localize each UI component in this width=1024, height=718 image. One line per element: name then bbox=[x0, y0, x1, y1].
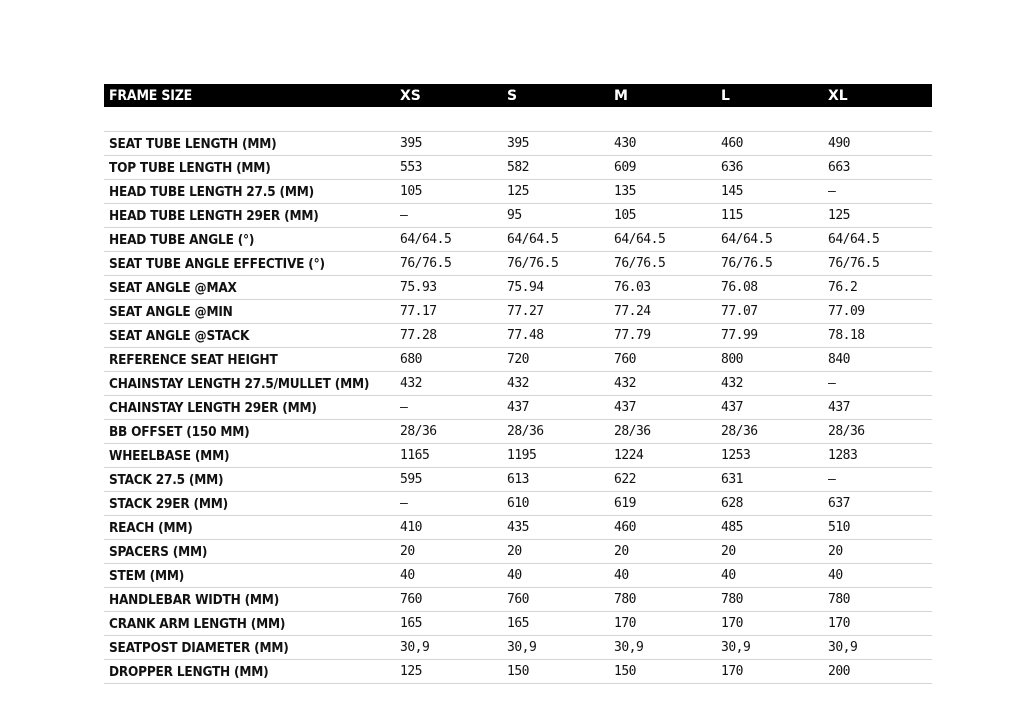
row-value: – bbox=[828, 184, 836, 199]
row-value: 64/64.5 bbox=[400, 232, 452, 247]
row-value: 76.2 bbox=[828, 280, 858, 295]
row-label: HANDLEBAR WIDTH (MM) bbox=[109, 591, 280, 608]
row-value: 720 bbox=[507, 352, 529, 367]
row-value: 30,9 bbox=[614, 640, 644, 655]
row-value: 395 bbox=[507, 136, 529, 151]
row-value: 28/36 bbox=[507, 424, 544, 439]
row-value: 760 bbox=[614, 352, 636, 367]
row-value: 1165 bbox=[400, 448, 430, 463]
row-value: 30,9 bbox=[507, 640, 537, 655]
header-cell-s: S bbox=[507, 87, 518, 104]
row-label: REACH (MM) bbox=[109, 519, 193, 536]
row-value: 595 bbox=[400, 472, 422, 487]
row-value: 437 bbox=[507, 400, 529, 415]
row-value: 636 bbox=[721, 160, 743, 175]
header-cell-frame-size: FRAME SIZE bbox=[109, 87, 193, 104]
row-value: 115 bbox=[721, 208, 743, 223]
row-value: 64/64.5 bbox=[614, 232, 666, 247]
table-row bbox=[104, 588, 932, 612]
header-spacer bbox=[104, 107, 932, 132]
row-value: 609 bbox=[614, 160, 636, 175]
row-value: 30,9 bbox=[828, 640, 858, 655]
row-value: 432 bbox=[614, 376, 636, 391]
table-row bbox=[104, 156, 932, 180]
row-label: TOP TUBE LENGTH (MM) bbox=[109, 159, 271, 176]
row-label: HEAD TUBE LENGTH 29ER (MM) bbox=[109, 207, 319, 224]
row-value: 64/64.5 bbox=[828, 232, 880, 247]
row-value: 430 bbox=[614, 136, 636, 151]
row-value: 582 bbox=[507, 160, 529, 175]
row-value: 780 bbox=[614, 592, 636, 607]
row-label: DROPPER LENGTH (MM) bbox=[109, 663, 269, 680]
row-value: 77.79 bbox=[614, 328, 651, 343]
row-value: 395 bbox=[400, 136, 422, 151]
table-header-row bbox=[104, 84, 932, 107]
row-value: 680 bbox=[400, 352, 422, 367]
row-value: 1283 bbox=[828, 448, 858, 463]
row-value: 490 bbox=[828, 136, 850, 151]
row-value: 28/36 bbox=[721, 424, 758, 439]
header-cell-l: L bbox=[721, 87, 730, 104]
table-row bbox=[104, 132, 932, 156]
row-label: HEAD TUBE LENGTH 27.5 (MM) bbox=[109, 183, 314, 200]
row-value: 75.93 bbox=[400, 280, 437, 295]
row-value: 40 bbox=[828, 568, 843, 583]
row-label: SEAT ANGLE @MAX bbox=[109, 279, 237, 296]
table-row bbox=[104, 444, 932, 468]
row-value: 30,9 bbox=[400, 640, 430, 655]
row-value: 663 bbox=[828, 160, 850, 175]
row-value: 20 bbox=[614, 544, 629, 559]
row-value: 77.27 bbox=[507, 304, 544, 319]
row-label: REFERENCE SEAT HEIGHT bbox=[109, 351, 278, 368]
row-value: 150 bbox=[614, 664, 636, 679]
row-label: STACK 29ER (MM) bbox=[109, 495, 228, 512]
row-label: CRANK ARM LENGTH (MM) bbox=[109, 615, 286, 632]
row-value: 77.09 bbox=[828, 304, 865, 319]
row-label: BB OFFSET (150 MM) bbox=[109, 423, 250, 440]
row-value: 28/36 bbox=[614, 424, 651, 439]
table-row bbox=[104, 348, 932, 372]
row-value: 30,9 bbox=[721, 640, 751, 655]
row-label: STACK 27.5 (MM) bbox=[109, 471, 224, 488]
row-label: STEM (MM) bbox=[109, 567, 185, 584]
row-value: – bbox=[400, 208, 408, 223]
row-value: 553 bbox=[400, 160, 422, 175]
row-value: 20 bbox=[507, 544, 522, 559]
header-cell-xl: XL bbox=[828, 87, 848, 104]
geometry-table bbox=[104, 84, 932, 684]
table-row bbox=[104, 252, 932, 276]
row-value: 77.24 bbox=[614, 304, 651, 319]
row-value: 165 bbox=[400, 616, 422, 631]
table-row bbox=[104, 564, 932, 588]
row-value: 76/76.5 bbox=[614, 256, 666, 271]
row-value: 628 bbox=[721, 496, 743, 511]
table-row bbox=[104, 540, 932, 564]
row-value: 28/36 bbox=[828, 424, 865, 439]
row-value: 135 bbox=[614, 184, 636, 199]
row-value: 20 bbox=[828, 544, 843, 559]
row-value: 125 bbox=[828, 208, 850, 223]
table-row bbox=[104, 516, 932, 540]
row-value: 1195 bbox=[507, 448, 537, 463]
row-value: 780 bbox=[721, 592, 743, 607]
table-row bbox=[104, 612, 932, 636]
row-value: 76/76.5 bbox=[507, 256, 559, 271]
table-body bbox=[104, 132, 932, 684]
row-value: 170 bbox=[721, 616, 743, 631]
row-value: 1253 bbox=[721, 448, 751, 463]
table-row bbox=[104, 180, 932, 204]
row-label: SEAT TUBE LENGTH (MM) bbox=[109, 135, 277, 152]
row-value: 432 bbox=[507, 376, 529, 391]
row-label: SEAT ANGLE @STACK bbox=[109, 327, 250, 344]
row-value: 200 bbox=[828, 664, 850, 679]
row-label: CHAINSTAY LENGTH 29ER (MM) bbox=[109, 399, 317, 416]
row-value: 170 bbox=[828, 616, 850, 631]
row-value: 410 bbox=[400, 520, 422, 535]
row-value: – bbox=[400, 400, 408, 415]
row-value: 125 bbox=[507, 184, 529, 199]
row-value: 64/64.5 bbox=[507, 232, 559, 247]
row-value: 840 bbox=[828, 352, 850, 367]
row-label: SPACERS (MM) bbox=[109, 543, 208, 560]
row-value: 125 bbox=[400, 664, 422, 679]
row-label: SEATPOST DIAMETER (MM) bbox=[109, 639, 289, 656]
row-value: – bbox=[828, 376, 836, 391]
row-value: 20 bbox=[400, 544, 415, 559]
row-value: – bbox=[400, 496, 408, 511]
row-value: 28/36 bbox=[400, 424, 437, 439]
row-value: 77.28 bbox=[400, 328, 437, 343]
row-value: 780 bbox=[828, 592, 850, 607]
table-row bbox=[104, 396, 932, 420]
table-row bbox=[104, 276, 932, 300]
row-value: 105 bbox=[400, 184, 422, 199]
row-value: 145 bbox=[721, 184, 743, 199]
row-value: 631 bbox=[721, 472, 743, 487]
row-value: 510 bbox=[828, 520, 850, 535]
row-value: 76.08 bbox=[721, 280, 758, 295]
row-label: WHEELBASE (MM) bbox=[109, 447, 230, 464]
table-row bbox=[104, 372, 932, 396]
row-value: 637 bbox=[828, 496, 850, 511]
row-value: 20 bbox=[721, 544, 736, 559]
row-value: 75.94 bbox=[507, 280, 544, 295]
row-value: 800 bbox=[721, 352, 743, 367]
row-value: 613 bbox=[507, 472, 529, 487]
row-label: HEAD TUBE ANGLE (°) bbox=[109, 231, 255, 248]
row-value: 432 bbox=[721, 376, 743, 391]
row-label: SEAT TUBE ANGLE EFFECTIVE (°) bbox=[109, 255, 325, 272]
row-value: 619 bbox=[614, 496, 636, 511]
row-value: 170 bbox=[614, 616, 636, 631]
row-value: 40 bbox=[400, 568, 415, 583]
row-value: 76/76.5 bbox=[721, 256, 773, 271]
row-value: 622 bbox=[614, 472, 636, 487]
row-value: 40 bbox=[614, 568, 629, 583]
row-value: 105 bbox=[614, 208, 636, 223]
row-value: 77.48 bbox=[507, 328, 544, 343]
table-row bbox=[104, 660, 932, 684]
row-value: 76/76.5 bbox=[828, 256, 880, 271]
row-value: 460 bbox=[721, 136, 743, 151]
row-value: 76.03 bbox=[614, 280, 651, 295]
row-value: 437 bbox=[721, 400, 743, 415]
row-value: 435 bbox=[507, 520, 529, 535]
row-value: 760 bbox=[507, 592, 529, 607]
table-row bbox=[104, 204, 932, 228]
table-row bbox=[104, 492, 932, 516]
row-value: 77.07 bbox=[721, 304, 758, 319]
row-value: 432 bbox=[400, 376, 422, 391]
row-value: 95 bbox=[507, 208, 522, 223]
header-cell-xs: XS bbox=[400, 87, 421, 104]
row-value: 170 bbox=[721, 664, 743, 679]
table-row bbox=[104, 636, 932, 660]
row-value: 485 bbox=[721, 520, 743, 535]
row-value: 64/64.5 bbox=[721, 232, 773, 247]
table-row bbox=[104, 468, 932, 492]
row-value: – bbox=[828, 472, 836, 487]
row-value: 437 bbox=[828, 400, 850, 415]
row-value: 40 bbox=[721, 568, 736, 583]
row-value: 40 bbox=[507, 568, 522, 583]
header-cell-m: M bbox=[614, 87, 628, 104]
row-value: 760 bbox=[400, 592, 422, 607]
row-value: 77.99 bbox=[721, 328, 758, 343]
row-value: 78.18 bbox=[828, 328, 865, 343]
table-row bbox=[104, 300, 932, 324]
row-value: 610 bbox=[507, 496, 529, 511]
row-value: 150 bbox=[507, 664, 529, 679]
row-label: SEAT ANGLE @MIN bbox=[109, 303, 233, 320]
table-row bbox=[104, 324, 932, 348]
row-value: 460 bbox=[614, 520, 636, 535]
table-row bbox=[104, 228, 932, 252]
row-value: 165 bbox=[507, 616, 529, 631]
table-row bbox=[104, 420, 932, 444]
row-value: 77.17 bbox=[400, 304, 437, 319]
row-value: 1224 bbox=[614, 448, 644, 463]
row-value: 437 bbox=[614, 400, 636, 415]
row-value: 76/76.5 bbox=[400, 256, 452, 271]
row-label: CHAINSTAY LENGTH 27.5/MULLET (MM) bbox=[109, 375, 370, 392]
